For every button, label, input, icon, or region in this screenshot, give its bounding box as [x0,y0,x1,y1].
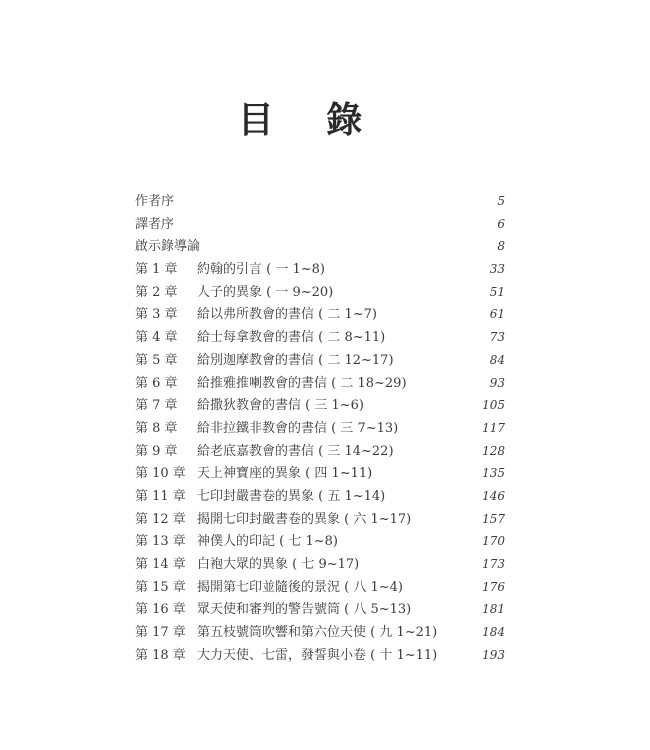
page-number: 184 [482,625,505,640]
toc-entry[interactable] [135,237,505,260]
chapter-number: 第 12 章 [135,511,186,527]
page-number: 128 [482,443,505,458]
toc-chapter-entry[interactable] [135,578,505,601]
page-number: 117 [482,420,505,435]
toc-chapter-entry[interactable] [135,396,505,419]
chapter-title: 白袍大眾的異象 ( 七 9~17) [197,557,360,572]
toc-chapter-entry[interactable] [135,283,505,306]
toc-chapter-entry[interactable] [135,510,505,533]
page-number: 73 [489,330,505,345]
chapter-number: 第 16 章 [135,602,186,618]
toc-chapter-entry[interactable] [135,623,505,646]
chapter-title: 給撒狄教會的書信 ( 三 1~6) [197,398,364,414]
toc-chapter-entry[interactable] [135,487,505,510]
page-number: 170 [482,534,505,549]
page-number: 8 [497,239,505,254]
toc-chapter-entry[interactable] [135,532,505,555]
chapter-number: 第 9 章 [135,443,178,459]
page-number: 176 [482,579,505,594]
toc-chapter-entry[interactable] [135,374,505,397]
toc-chapter-entry[interactable] [135,328,505,351]
page-number: 5 [497,194,505,208]
page-number: 193 [482,647,505,662]
toc-chapter-entry[interactable] [135,442,505,465]
chapter-title: 揭開七印封嚴書卷的異象 ( 六 1~17) [197,511,412,527]
entry-title: 譯者序 [135,216,175,232]
toc-chapter-entry[interactable] [135,464,505,487]
page-number: 6 [497,216,505,231]
toc-chapter-entry[interactable] [135,305,505,328]
chapter-title: 眾天使和審判的警告號筒 ( 八 5~13) [197,602,412,618]
chapter-title: 人子的異象 ( 一 9~20) [197,284,334,300]
toc-chapter-entry[interactable] [135,351,505,374]
chapter-title: 第五枝號筒吹響和第六位天使 ( 九 1~21) [197,625,438,641]
entry-title: 啟示錄導論 [135,239,201,255]
toc-chapter-entry[interactable] [135,600,505,623]
chapter-number: 第 4 章 [135,330,178,346]
chapter-number: 第 1 章 [135,262,178,278]
chapter-number: 第 18 章 [135,647,186,663]
chapter-number: 第 11 章 [135,488,186,504]
page-number: 146 [482,488,505,503]
toc-chapter-entry[interactable] [135,555,505,578]
toc-chapter-entry[interactable] [135,419,505,442]
chapter-number: 第 3 章 [135,307,178,323]
chapter-title: 給非拉鐵非教會的書信 ( 三 7~13) [197,420,399,436]
toc-entry[interactable] [135,215,505,238]
chapter-title: 天上神寶座的異象 ( 四 1~11) [197,466,373,482]
chapter-number: 第 10 章 [135,466,186,482]
chapter-title: 給士每拿教會的書信 ( 二 8~11) [197,330,386,346]
page-number: 173 [482,557,505,571]
chapter-number: 第 8 章 [135,420,178,436]
chapter-number: 第 2 章 [135,284,178,300]
page-number: 135 [482,466,505,481]
chapter-title: 大力天使、七雷，發誓與小卷 ( 十 1~11) [197,647,438,663]
chapter-number: 第 14 章 [135,557,186,572]
chapter-title: 給老底嘉教會的書信 ( 三 14~22) [197,443,394,459]
chapter-title: 七印封嚴書卷的異象 ( 五 1~14) [197,488,386,504]
chapter-title: 給以弗所教會的書信 ( 二 1~7) [197,307,377,323]
page-number: 157 [482,511,505,526]
chapter-title: 神僕人的印記 ( 七 1~8) [197,534,338,550]
page-number: 33 [489,262,505,277]
chapter-title: 揭開第七印並隨後的景況 ( 八 1~4) [197,579,403,595]
toc-chapter-entry[interactable] [135,260,505,283]
chapter-number: 第 13 章 [135,534,186,550]
page-number: 93 [489,375,505,390]
chapter-title: 約翰的引言 ( 一 1~8) [197,262,325,278]
page-number: 61 [489,307,505,322]
page-number: 51 [489,284,505,299]
toc-chapter-entry[interactable] [135,646,505,669]
chapter-title: 給別迦摩教會的書信 ( 二 12~17) [197,352,394,368]
page-number: 105 [482,398,505,413]
table-of-contents [135,192,505,668]
chapter-number: 第 17 章 [135,625,186,641]
chapter-title: 給推雅推喇教會的書信 ( 二 18~29) [197,375,407,391]
chapter-number: 第 15 章 [135,579,186,595]
page-title: 目 錄 [237,99,383,141]
chapter-number: 第 6 章 [135,375,178,391]
chapter-number: 第 7 章 [135,398,178,414]
chapter-number: 第 5 章 [135,352,178,368]
toc-entry[interactable] [135,192,505,215]
entry-title: 作者序 [135,194,175,209]
page-number: 84 [489,352,505,367]
page-number: 181 [482,602,505,617]
